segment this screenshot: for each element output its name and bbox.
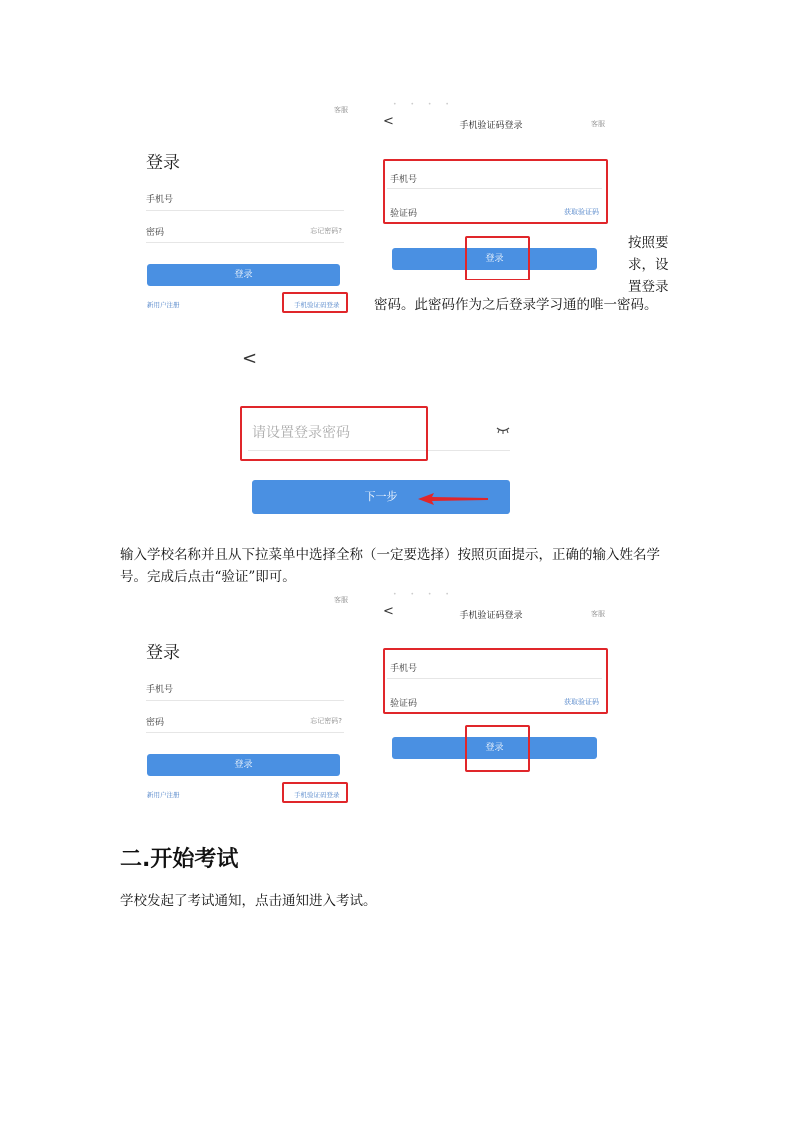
back-icon[interactable]: < xyxy=(383,604,394,619)
highlight-box xyxy=(465,236,530,280)
paragraph-line: 输入学校名称并且从下拉菜单中选择全称（一定要选择）按照页面提示，正确的输入姓名学 xyxy=(120,547,660,563)
password-label: 密码 xyxy=(146,718,165,728)
phone-label: 手机号 xyxy=(146,195,174,205)
divider xyxy=(146,242,344,243)
divider xyxy=(146,700,344,701)
status-bar: • • • • xyxy=(393,591,455,598)
service-link[interactable]: 客服 xyxy=(334,106,348,114)
forgot-password-link[interactable]: 忘记密码? xyxy=(310,227,342,235)
paragraph-line: 号。完成后点击“验证”即可。 xyxy=(120,569,296,585)
get-code-link[interactable]: 获取验证码 xyxy=(564,208,599,216)
register-link[interactable]: 新用户注册 xyxy=(147,301,180,309)
sms-title: 手机验证码登录 xyxy=(459,121,523,131)
side-text-line: 置登录 xyxy=(628,279,669,295)
closed-eye-icon[interactable] xyxy=(496,426,510,434)
next-button[interactable]: 下一步 xyxy=(252,480,510,514)
service-link[interactable]: 客服 xyxy=(591,610,605,618)
login-title: 登录 xyxy=(146,643,180,663)
login-button[interactable]: 登录 xyxy=(392,737,597,759)
password-label: 密码 xyxy=(146,228,165,238)
forgot-password-link[interactable]: 忘记密码? xyxy=(310,717,342,725)
side-instruction xyxy=(628,232,678,298)
phone-label: 手机号 xyxy=(146,685,174,695)
get-code-link[interactable]: 获取验证码 xyxy=(564,698,599,706)
paragraph: 学校发起了考试通知，点击通知进入考试。 xyxy=(120,893,377,909)
login-screenshot-2 xyxy=(132,590,358,808)
side-text-line: 按照要 xyxy=(628,235,669,251)
login-button[interactable]: 登录 xyxy=(147,754,340,776)
divider xyxy=(146,210,344,211)
login-button[interactable]: 登录 xyxy=(147,264,340,286)
sms-login-screenshot-1 xyxy=(365,100,617,280)
back-icon[interactable]: < xyxy=(383,114,394,129)
highlight-box xyxy=(383,159,608,224)
service-link[interactable]: 客服 xyxy=(334,596,348,604)
login-screenshot-1 xyxy=(132,100,358,320)
set-password-screenshot xyxy=(230,342,537,527)
highlight-box xyxy=(465,725,530,772)
service-link[interactable]: 客服 xyxy=(591,120,605,128)
sms-login-link[interactable]: 手机验证码登录 xyxy=(294,301,340,309)
highlight-box xyxy=(240,406,428,461)
password-input[interactable]: 请设置登录密码 xyxy=(252,425,350,441)
status-bar: • • • • xyxy=(393,101,455,108)
highlight-box xyxy=(383,648,608,714)
arrow-icon xyxy=(418,492,490,506)
divider xyxy=(146,732,344,733)
side-text-line: 求，设 xyxy=(628,257,669,273)
section-heading: 二.开始考试 xyxy=(120,847,239,872)
side-text-line: 密码。此密码作为之后登录学习通的唯一密码。 xyxy=(374,297,658,313)
phone-label: 手机号 xyxy=(390,175,418,185)
login-button[interactable]: 登录 xyxy=(392,248,597,270)
register-link[interactable]: 新用户注册 xyxy=(147,791,180,799)
phone-label: 手机号 xyxy=(390,664,418,674)
sms-login-screenshot-2 xyxy=(365,590,617,780)
paragraph xyxy=(120,544,680,588)
sms-login-link[interactable]: 手机验证码登录 xyxy=(294,791,340,799)
code-label: 验证码 xyxy=(390,209,418,219)
sms-title: 手机验证码登录 xyxy=(459,611,523,621)
login-title: 登录 xyxy=(146,153,180,173)
highlight-box xyxy=(282,782,348,803)
highlight-box xyxy=(282,292,348,313)
back-icon[interactable]: < xyxy=(242,348,258,369)
code-label: 验证码 xyxy=(390,699,418,709)
